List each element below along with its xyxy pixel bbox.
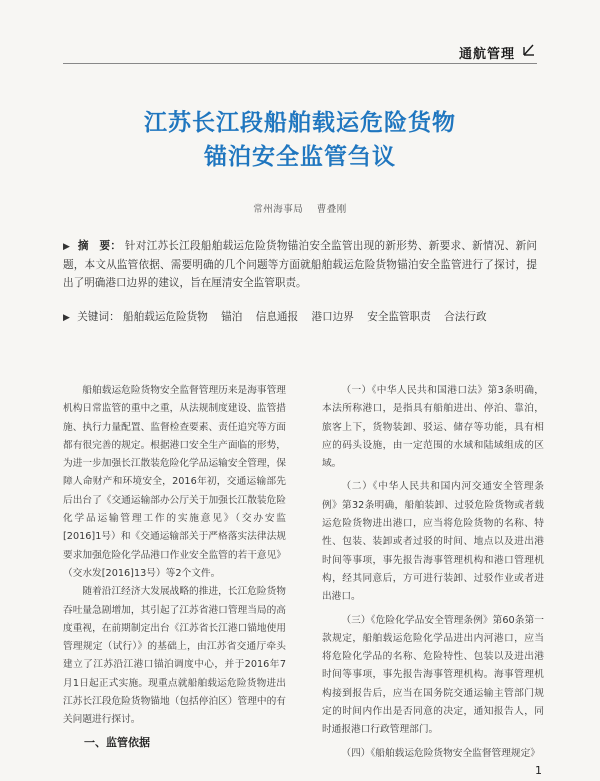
body-paragraph: 随着沿江经济大发展战略的推进，长江危险货物吞吐量急剧增加，其引起了江苏省港口管理当局的高度重视，在前期制定出台《江苏省长江港口锚地使用管理规定（试行）》的基础上，由江苏省交通厅牵头建立了江苏沿江港口锚泊调度中心，并于2016年7月1日起正式实施。现重点就船舶载运危险货物进出江苏长江段危险货物锚地（包括停泊区）管理中的有关问题进行探讨。 <box>63 586 286 726</box>
keyword: 船舶载运危险货物 <box>123 311 208 323</box>
keyword: 信息通报 <box>255 311 299 323</box>
body-paragraph: （二）《中华人民共和国内河交通安全管理条例》第32条明确，船舶装卸、过驳危险货物或者载运危险货物进出港口，应当将危险货物的名称、特性、包装、装卸或者过驳的时间、地点以及进出港时间等事项，事先报告海事管理机构和港口管理机构，经其同意后，方可进行装卸、过驳作业或者进出港口。 <box>322 481 544 603</box>
keyword: 安全监管职责 <box>367 311 431 323</box>
section-label: 通航管理 <box>458 47 515 62</box>
author-line <box>0 201 600 215</box>
body-column-left <box>63 382 286 730</box>
compass-icon <box>523 44 535 60</box>
page-number: 1 <box>535 764 542 777</box>
body-paragraph: （三）《危险化学品安全管理条例》第60条第一款规定，船舶载运危险化学品进出内河港口，应当将危险化学品的名称、危险特性、包装以及进出港时间等事项，事先报告海事管理机构。海事管理机构接到报告后，应当在国务院交通运输主管部门规定的时间内作出是否同意的决定，通知报告人，同时通报港口行政管理部门。 <box>322 614 544 736</box>
keyword: 合法行政 <box>444 311 487 323</box>
abstract-label: 摘 要： <box>77 240 122 252</box>
article-title-line-1: 江苏长江段船舶载运危险货物 <box>144 110 456 136</box>
body-column-right <box>322 382 544 768</box>
body-paragraph: （四）《船舶载运危险货物安全监督管理规定》 <box>341 747 540 759</box>
header-divider <box>63 63 537 64</box>
abstract <box>63 237 537 292</box>
running-header <box>63 40 537 64</box>
article-title-line-2: 锚泊安全监管刍议 <box>204 144 396 170</box>
keyword: 港口边界 <box>311 311 354 323</box>
bullet-triangle-icon: ▶ <box>63 242 71 252</box>
bullet-triangle-icon: ▶ <box>63 313 70 323</box>
author-name: 曹叠刚 <box>316 204 347 215</box>
abstract-text: 针对江苏长江段船舶载运危险货物锚泊安全监管出现的新形势、新要求、新情况、新问题，本文从监管依据、需要明确的几个问题等方面就船舶载运危险货物锚泊安全监管进行了探讨，提出了明确港口边界的建议，旨在厘清安全监管职责。 <box>63 240 538 289</box>
section-heading: 一、监管依据 <box>84 736 150 749</box>
keywords-label: 关键词： <box>77 311 120 323</box>
author-organization: 常州海事局 <box>253 204 304 215</box>
body-paragraph: （一）《中华人民共和国港口法》第3条明确，本法所称港口，是指具有船舶进出、停泊、靠泊，旅客上下，货物装卸、驳运、储存等功能，具有相应的码头设施，由一定范围的水域和陆域组成的区域。 <box>322 385 544 470</box>
keyword: 锚泊 <box>221 311 243 323</box>
keywords <box>63 308 537 327</box>
body-paragraph: 船舶载运危险货物安全监督管理历来是海事管理机构日常监管的重中之重，从法规制度建设、监管措施、执行力量配置、监督检查要素、责任追究等方面都有很完善的规定。根据港口安全生产面临的形势，为进一步加强长江散装危险化学品运输安全管理，保障人命财产和环境安全，2016年初，交通运输部先后出台了《交通运输部办公厅关于加强长江散装危险化学品运输管理工作的实施意见》（交办安监[2016]1号）和《交通运输部关于严格落实法律法规要求加强危险化学品港口作业安全监管的若干意见》（交水发[2016]13号）等2个文件。 <box>63 385 286 579</box>
